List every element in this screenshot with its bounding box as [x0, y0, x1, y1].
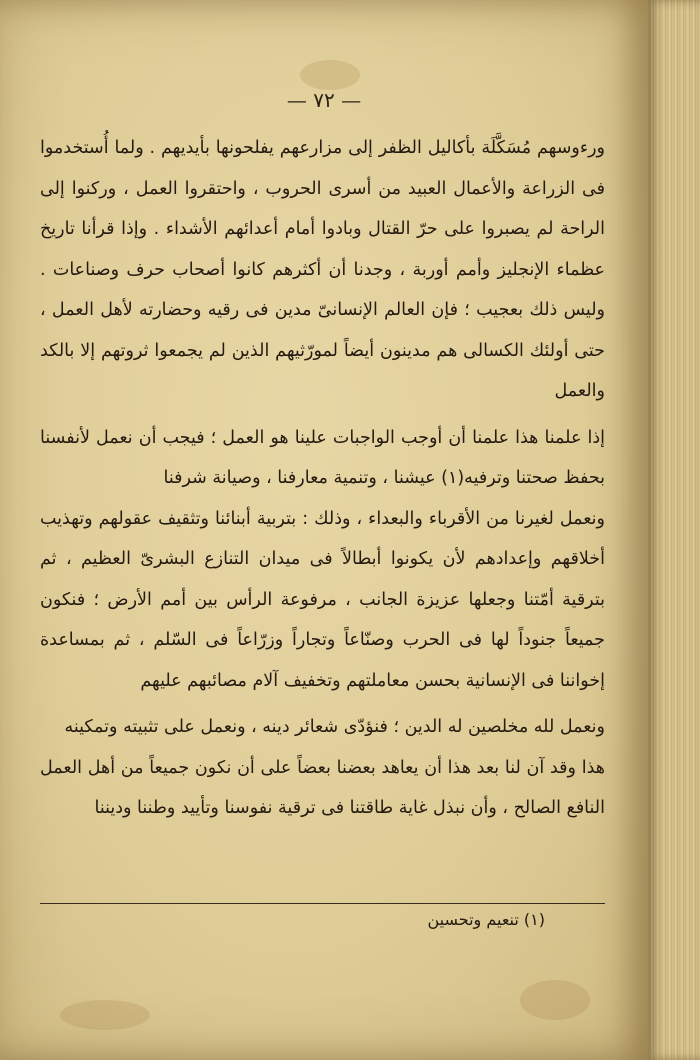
paper-stain [520, 980, 590, 1020]
body-text [40, 128, 605, 829]
paragraph-1: ورءوسهم مُسَكَّلَة بأكاليل الظفر إلى مزارعهم يفلحونها بأيديهم . ولما أُستخدموا فى الزراعة والأعمال العبيد من أسرى الحروب ، واحتقروا العمل ، وركنوا إلى الراحة لم يصبروا على حرّ القتال وبادوا أمام أعدائهم الأشداء . وإذا قرأنا تاريخ عظماء الإنجليز وأمم أوربة ، وجدنا أن أكثرهم كانوا أصحاب حرف وصناعات . وليس ذلك بعجيب ؛ فإن العالم الإنسانىّ مدين فى رقيه وحضارته لأهل العمل ، حتى أولئك الكسالى هم مدينون أيضاً لمورّثيهم الذين لم يجمعوا ثروتهم إلا بالكد والعمل [40, 138, 605, 401]
paragraph-5: هذا وقد آن لنا بعد هذا أن يعاهد بعضنا بعضاً على أن نكون جميعاً من أهل العمل النافع الصالح ، وأن نبذل غاية طاقتنا فى ترقية نفوسنا وتأييد وطننا وديننا [40, 757, 605, 818]
paragraph-2: إذا علمنا هذا علمنا أن أوجب الواجبات علينا هو العمل ؛ فيجب أن نعمل لأنفسنا بحفظ صحتنا وترفيه(١) عيشنا ، وتنمية معارفنا ، وصيانة شرفنا [40, 427, 605, 488]
paper-stain [300, 60, 360, 90]
footnote: (١) تنعيم وتحسين [427, 910, 545, 929]
paragraph-3: ونعمل لغيرنا من الأقرباء والبعداء ، وذلك : بتربية أبنائنا وتثقيف عقولهم وتهذيب أخلاقهم وإعدادهم لأن يكونوا أبطالاً فى ميدان التنازع البشرىّ العظيم ، ثم بترقية أمّتنا وجعلها عزيزة الجانب ، مرفوعة الرأس بين أمم الأرض ؛ فنكون جميعاً جنوداً لها فى الحرب وصنّاعاً وتجاراً وزرّاعاً فى السّلم ، ثم بمساعدة إخواننا فى الإنسانية بحسن معاملتهم وتخفيف آلام مصائبهم عليهم [40, 508, 605, 691]
page-edges [648, 0, 700, 1060]
footnote-divider [40, 903, 605, 904]
page-number: — ٧٢ — [286, 88, 362, 112]
paper-stain [60, 1000, 150, 1030]
paragraph-4: ونعمل لله مخلصين له الدين ؛ فنؤدّى شعائر دينه ، ونعمل على تثبيته وتمكينه [64, 717, 605, 737]
